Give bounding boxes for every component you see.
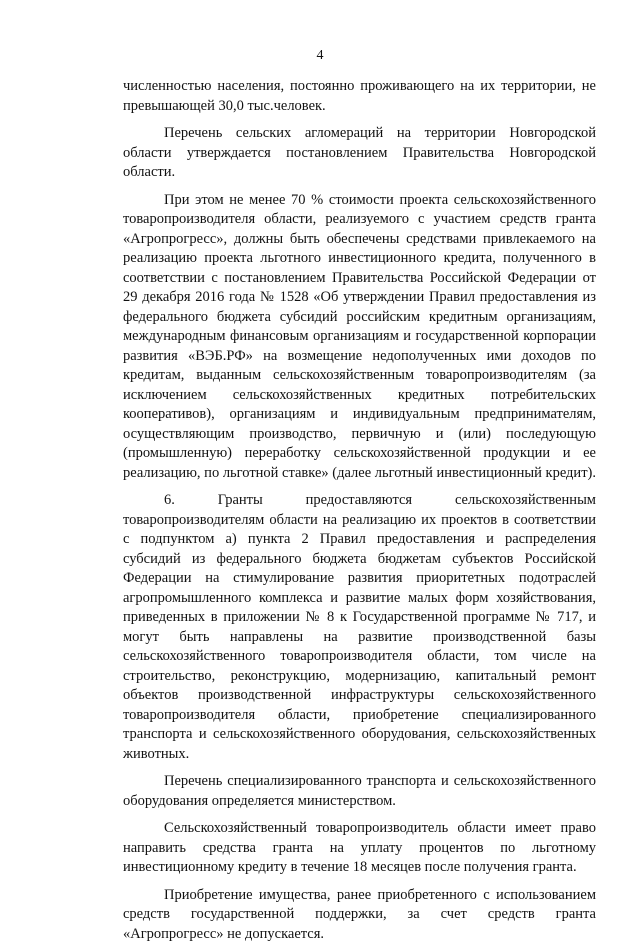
paragraph-6: Сельскохозяйственный товаропроизводитель области имеет право направить средства гранта на уплату процентов по льготному инвестиционному кредиту в течение 18 месяцев после получения гранта.	[123, 819, 596, 878]
page-number: 4	[0, 46, 640, 66]
document-body	[123, 77, 596, 944]
paragraph-4: 6. Гранты предоставляются сельскохозяйственным товаропроизводителям области на реализацию их проектов в соответствии с подпунктом а) пункта 2 Правил предоставления и распределения субсидий из федерального бюджета бюджетам субъектов Российской Федерации на стимулирование развития приоритетных подотраслей агропромышленного комплекса и развитие малых форм хозяйствования, приведенных в приложении № 8 к Государственной программе № 717, и могут быть направлены на развитие производственной базы сельскохозяйственного товаропроизводителя области, том числе на строительство, реконструкцию, модернизацию, капитальный ремонт объектов производственной инфраструктуры сельскохозяйственного товаропроизводителя области, приобретение специализированного транспорта и сельскохозяйственного оборудования, сельскохозяйственных животных.	[123, 491, 596, 764]
paragraph-7: Приобретение имущества, ранее приобретенного с использованием средств государственной поддержки, за счет средств гранта «Агропрогресс» не допускается.	[123, 886, 596, 944]
paragraph-1: численностью населения, постоянно проживающего на их территории, не превышающей 30,0 тыс.человек.	[123, 77, 596, 116]
paragraph-5: Перечень специализированного транспорта и сельскохозяйственного оборудования определяется министерством.	[123, 772, 596, 811]
paragraph-2: Перечень сельских агломераций на территории Новгородской области утверждается постановлением Правительства Новгородской области.	[123, 124, 596, 183]
paragraph-3: При этом не менее 70 % стоимости проекта сельскохозяйственного товаропроизводителя области, реализуемого с участием средств гранта «Агропрогресс», должны быть обеспечены средствами привлекаемого на реализацию проекта льготного инвестиционного кредита, полученного в соответствии с постановлением Правительства Российской Федерации от 29 декабря 2016 года № 1528 «Об утверждении Правил предоставления из федерального бюджета субсидий российским кредитным организациям, международным финансовым организациям и государственной корпорации развития «ВЭБ.РФ» на возмещение недополученных ими доходов по кредитам, выданным сельскохозяйственным товаропроизводителям (за исключением сельскохозяйственных кредитных потребительских кооперативов), организациям и индивидуальным предпринимателям, осуществляющим производство, первичную и (или) последующую (промышленную) переработку сельскохозяйственной продукции и ее реализацию, по льготной ставке» (далее льготный инвестиционный кредит).	[123, 191, 596, 484]
